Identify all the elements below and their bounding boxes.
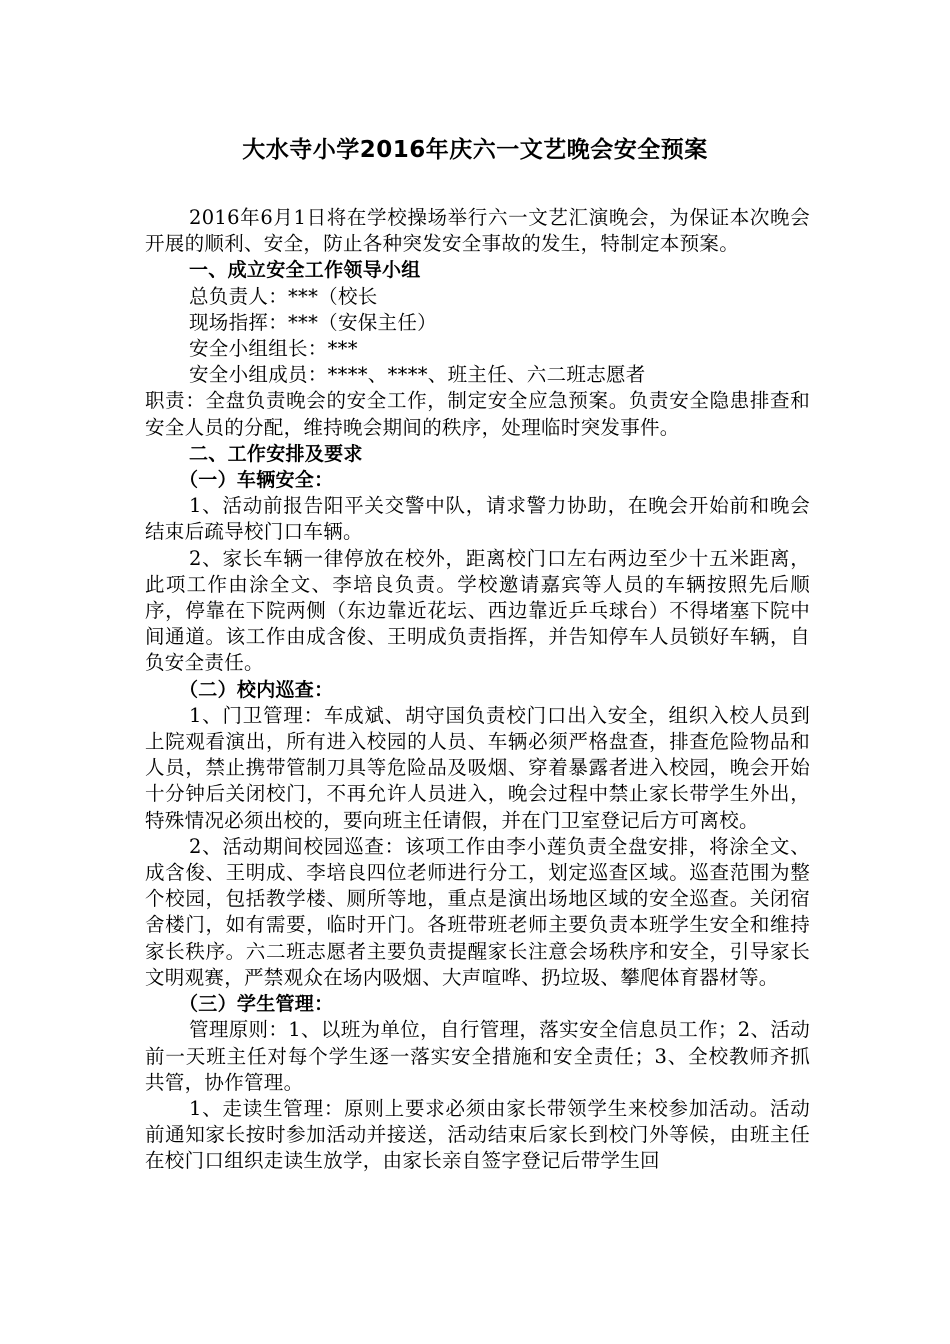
subsection-students-heading: （三）学生管理： — [179, 993, 334, 1016]
duty-paragraph: 职责：全盘负责晚会的安全工作，制定安全应急预案。负责安全隐患排查和安全人员的分配，维持晚会期间的秩序，处理临时突发事件。 — [145, 389, 810, 439]
intro-paragraph: 2016年6月1日将在学校操场举行六一文艺汇演晚会，为保证本次晚会开展的顺利、安全，防止各种突发安全事故的发生，特制定本预案。 — [145, 206, 810, 256]
document-body — [145, 205, 810, 1175]
students-paragraph-1: 管理原则：1、以班为单位，自行管理，落实安全信息员工作；2、活动前一天班主任对每个学生逐一落实安全措施和安全责任；3、全校教师齐抓共管，协作管理。 — [145, 1018, 810, 1094]
members-line: 安全小组成员：****、****、班主任、六二班志愿者 — [189, 363, 646, 387]
section-2-heading: 二、工作安排及要求 — [189, 442, 363, 465]
document-title: 大水寺小学2016年庆六一文艺晚会安全预案 — [242, 137, 708, 163]
students-paragraph-2: 1、走读生管理：原则上要求必须由家长带领学生来校参加活动。活动前通知家长按时参加活动并接送，活动结束后家长到校门外等候，由班主任在校门口组织走读生放学，由家长亲自签字登记后带学生回 — [145, 1096, 810, 1173]
vehicle-paragraph-2: 2、家长车辆一律停放在校外，距离校门口左右两边至少十五米距离，此项工作由涂全文、李培良负责。学校邀请嘉宾等人员的车辆按照先后顺序，停靠在下院两侧（东边靠近花坛、西边靠近乒乓球台）不得堵塞下院中间通道。该工作由成含俊、王明成负责指挥，并告知停车人员锁好车辆，自负安全责任。 — [145, 546, 810, 675]
vehicle-paragraph-1: 1、活动前报告阳平关交警中队，请求警力协助，在晚会开始前和晚会结束后疏导校门口车辆。 — [145, 494, 810, 544]
leader-line: 总负责人：***（校长 — [189, 284, 378, 308]
patrol-paragraph-1: 1、门卫管理：车成斌、胡守国负责校门口出入安全，组织入校人员到上院观看演出，所有进入校园的人员、车辆必须严格盘查，排查危险物品和人员，禁止携带管制刀具等危险品及吸烟、穿着暴露者进入校园，晚会开始十分钟后关闭校门，不再允许人员进入，晚会过程中禁止家长带学生外出，特殊情况必须出校的，要向班主任请假，并在门卫室登记后方可离校。 — [145, 703, 810, 832]
subsection-vehicle-heading: （一）车辆安全： — [179, 469, 334, 492]
subsection-patrol-heading: （二）校内巡查： — [179, 678, 334, 701]
patrol-paragraph-2: 2、活动期间校园巡查：该项工作由李小莲负责全盘安排，将涂全文、成含俊、王明成、李培良四位老师进行分工，划定巡查区域。巡查范围为整个校园，包括教学楼、厕所等地，重点是演出场地区域的安全巡查。关闭宿舍楼门，如有需要，临时开门。各班带班老师主要负责本班学生安全和维持家长秩序。六二班志愿者主要负责提醒家长注意会场秩序和安全，引导家长文明观赛，严禁观众在场内吸烟、大声喧哗、扔垃圾、攀爬体育器材等。 — [145, 834, 810, 989]
section-1-heading: 一、成立安全工作领导小组 — [189, 259, 421, 282]
group-leader-line: 安全小组组长：*** — [189, 337, 358, 361]
commander-line: 现场指挥：***（安保主任） — [189, 310, 437, 334]
